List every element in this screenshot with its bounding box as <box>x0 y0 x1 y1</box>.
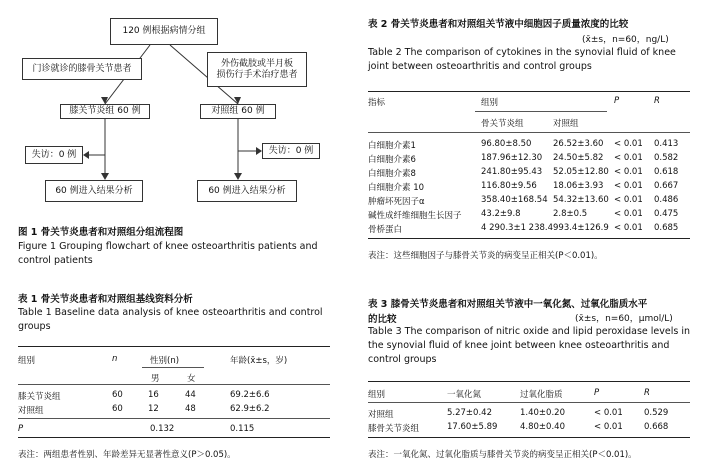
table2-cell-ctrl: 52.05±12.80 <box>553 167 609 177</box>
table1-cell-n: 60 <box>112 404 123 414</box>
table3-header-no: 一氧化氮 <box>447 390 482 400</box>
table3-cell-no: 17.60±5.89 <box>447 422 498 432</box>
flow-box-control-analysis: 60 例进入结果分析 <box>197 180 297 202</box>
table3-cell-r: 0.529 <box>644 408 669 418</box>
flow-box-oa-analysis: 60 例进入结果分析 <box>45 180 143 202</box>
table2-cell-r: 0.618 <box>654 167 679 177</box>
table2-header-group: 组别 <box>481 98 499 108</box>
table1-note: 表注：两组患者性别、年龄差异无显著性意义(P＞0.05)。 <box>18 450 236 460</box>
flow-box-outpatient-source: 门诊就诊的膝骨关节患者 <box>22 58 142 80</box>
table1-p-rule <box>18 418 330 419</box>
table1-top-rule <box>18 346 330 347</box>
flow-box-oa-lost: 失访：0 例 <box>25 146 83 164</box>
table2-header-p: P <box>614 96 620 106</box>
table3-cell-lpo: 1.40±0.20 <box>520 408 565 418</box>
table2-cell-oa: 4 290.3±1 238.4 <box>481 223 554 233</box>
table3-header-p: P <box>594 388 600 398</box>
table2-bottom-rule <box>368 238 690 239</box>
figure1-title-cn: 图 1 骨关节炎患者和对照组分组流程图 <box>18 227 184 238</box>
table2-cell-p: < 0.01 <box>614 153 643 163</box>
table3-header-lpo: 过氧化脂质 <box>520 390 563 400</box>
table1-cell-female: 44 <box>185 390 196 400</box>
table2-cell-r: 0.685 <box>654 223 679 233</box>
table2-group-rule <box>475 111 607 112</box>
table2-cell-p: < 0.01 <box>614 181 643 191</box>
table2-cell-p: < 0.01 <box>614 223 643 233</box>
flow-box-control-lost: 失访：0 例 <box>262 143 320 159</box>
table2-cell-ctrl: 54.32±13.60 <box>553 195 609 205</box>
table2-cell-ctrl: 18.06±3.93 <box>553 181 604 191</box>
table2-header-rule <box>368 132 690 133</box>
table2-cell-ctrl: 24.50±5.82 <box>553 153 604 163</box>
table2-cell-oa: 116.80±9.56 <box>481 181 537 191</box>
table2-cell-r: 0.475 <box>654 209 679 219</box>
table1-header-male: 男 <box>151 374 160 384</box>
table1-cell-age: 62.9±6.2 <box>230 404 270 414</box>
table2-title-en: Table 2 The comparison of cytokines in the synovial fluid of knee joint between osteoarthritis and control groups <box>368 47 676 72</box>
table3-cell-p: < 0.01 <box>594 408 623 418</box>
table2-cell-p: < 0.01 <box>614 139 643 149</box>
arrow-oa-enter <box>101 173 109 180</box>
table2-cell-r: 0.582 <box>654 153 679 163</box>
table2-header-r: R <box>654 96 660 106</box>
table3-title-cn: 表 3 膝骨关节炎患者和对照组关节液中一氧化氮、过氧化脂质水平 <box>368 299 648 310</box>
table2-cell-oa: 96.80±8.50 <box>481 139 532 149</box>
table3-header-group: 组别 <box>368 390 386 400</box>
table3-title-cn-cont: 的比较 <box>368 314 397 325</box>
table2-cell-r: 0.413 <box>654 139 679 149</box>
table3-cell-group: 对照组 <box>368 410 394 420</box>
table2-cell-name: 骨桥蛋白 <box>368 225 403 235</box>
table3-cell-group: 膝骨关节炎组 <box>368 424 420 434</box>
table3-bottom-rule <box>368 437 690 438</box>
arrow-oa-lost <box>83 151 89 159</box>
table2-cell-p: < 0.01 <box>614 167 643 177</box>
table3-title-en: Table 3 The comparison of nitric oxide and lipid peroxidase levels in the synovial fluid of knee joint between knee osteoarthritis and control groups <box>368 326 690 365</box>
arrow-ctrl-enter <box>234 173 242 180</box>
table3-top-rule <box>368 381 690 382</box>
table2-cell-r: 0.667 <box>654 181 679 191</box>
table1-cell-male: 12 <box>148 404 159 414</box>
table2-cell-oa: 241.80±95.43 <box>481 167 543 177</box>
table2-header-ctrl: 对照组 <box>553 119 579 129</box>
table2-cell-name: 碱性成纤维细胞生长因子 <box>368 211 462 221</box>
table1-cell-group: 膝关节炎组 <box>18 392 61 402</box>
table1-p-sex: 0.132 <box>150 424 175 434</box>
flow-box-oa-group: 膝关节炎组 60 例 <box>60 104 150 119</box>
table1-p-label: P <box>18 424 24 434</box>
table2-cell-name: 白细胞介素1 <box>368 141 416 151</box>
table3-note: 表注：一氧化氮、过氧化脂质与膝骨关节炎的病变呈正相关(P＜0.01)。 <box>368 450 637 460</box>
table3-cell-lpo: 4.80±0.40 <box>520 422 565 432</box>
flow-box-control-source: 外伤截肢或半月板 损伤行手术治疗患者 <box>207 52 307 87</box>
arrow-oa <box>101 97 108 104</box>
table1-cell-female: 48 <box>185 404 196 414</box>
table2-cell-p: < 0.01 <box>614 209 643 219</box>
table2-cell-name: 白细胞介素 10 <box>368 183 425 193</box>
table1-sex-rule <box>142 367 204 368</box>
table2-cell-name: 白细胞介素8 <box>368 169 416 179</box>
table1-header-n: n <box>112 354 118 364</box>
flow-box-total: 120 例根据病情分组 <box>110 18 218 45</box>
table1-title-cn: 表 1 骨关节炎患者和对照组基线资料分析 <box>18 294 193 305</box>
table3-unit: (x̄±s，n=60，μmol/L) <box>575 314 673 324</box>
arrow-ctrl <box>234 97 241 104</box>
table2-cell-oa: 43.2±9.8 <box>481 209 521 219</box>
table1-cell-n: 60 <box>112 390 123 400</box>
table1-bottom-rule <box>18 437 330 438</box>
table2-cell-p: < 0.01 <box>614 195 643 205</box>
table2-top-rule <box>368 91 690 92</box>
table1-title-en: Table 1 Baseline data analysis of knee osteoarthritis and control groups <box>18 307 323 332</box>
table2-cell-ctrl: 2.8±0.5 <box>553 209 588 219</box>
table2-cell-r: 0.486 <box>654 195 679 205</box>
table2-title-cn: 表 2 骨关节炎患者和对照组关节液中细胞因子质量浓度的比较 <box>368 19 629 30</box>
table2-cell-oa: 358.40±168.54 <box>481 195 548 205</box>
table1-cell-age: 69.2±6.6 <box>230 390 270 400</box>
table1-header-rule <box>18 384 330 385</box>
table1-cell-group: 对照组 <box>18 406 44 416</box>
table1-cell-male: 16 <box>148 390 159 400</box>
table2-unit: (x̄±s，n=60，ng/L) <box>582 35 669 45</box>
table1-p-age: 0.115 <box>230 424 255 434</box>
table2-cell-name: 白细胞介素6 <box>368 155 416 165</box>
table1-header-age: 年龄(x̄±s，岁) <box>230 356 288 366</box>
flow-box-control-group: 对照组 60 例 <box>200 104 276 119</box>
table2-cell-ctrl: 993.4±126.9 <box>553 223 609 233</box>
table2-header-index: 指标 <box>368 98 386 108</box>
table2-header-oa: 骨关节炎组 <box>481 119 524 129</box>
table1-header-female: 女 <box>187 374 196 384</box>
table3-header-r: R <box>644 388 650 398</box>
table2-cell-oa: 187.96±12.30 <box>481 153 543 163</box>
table3-header-rule <box>368 402 690 403</box>
table3-cell-no: 5.27±0.42 <box>447 408 492 418</box>
figure1-title-en: Figure 1 Grouping flowchart of knee osteoarthritis patients and control patients <box>18 241 318 266</box>
table3-cell-p: < 0.01 <box>594 422 623 432</box>
table1-header-sex: 性别(n) <box>150 356 180 366</box>
table2-note: 表注：这些细胞因子与膝骨关节炎的病变呈正相关(P＜0.01)。 <box>368 251 603 261</box>
table2-cell-name: 肿瘤坏死因子α <box>368 197 425 207</box>
table1-header-group: 组别 <box>18 356 36 366</box>
table3-cell-r: 0.668 <box>644 422 669 432</box>
table2-cell-ctrl: 26.52±3.60 <box>553 139 604 149</box>
